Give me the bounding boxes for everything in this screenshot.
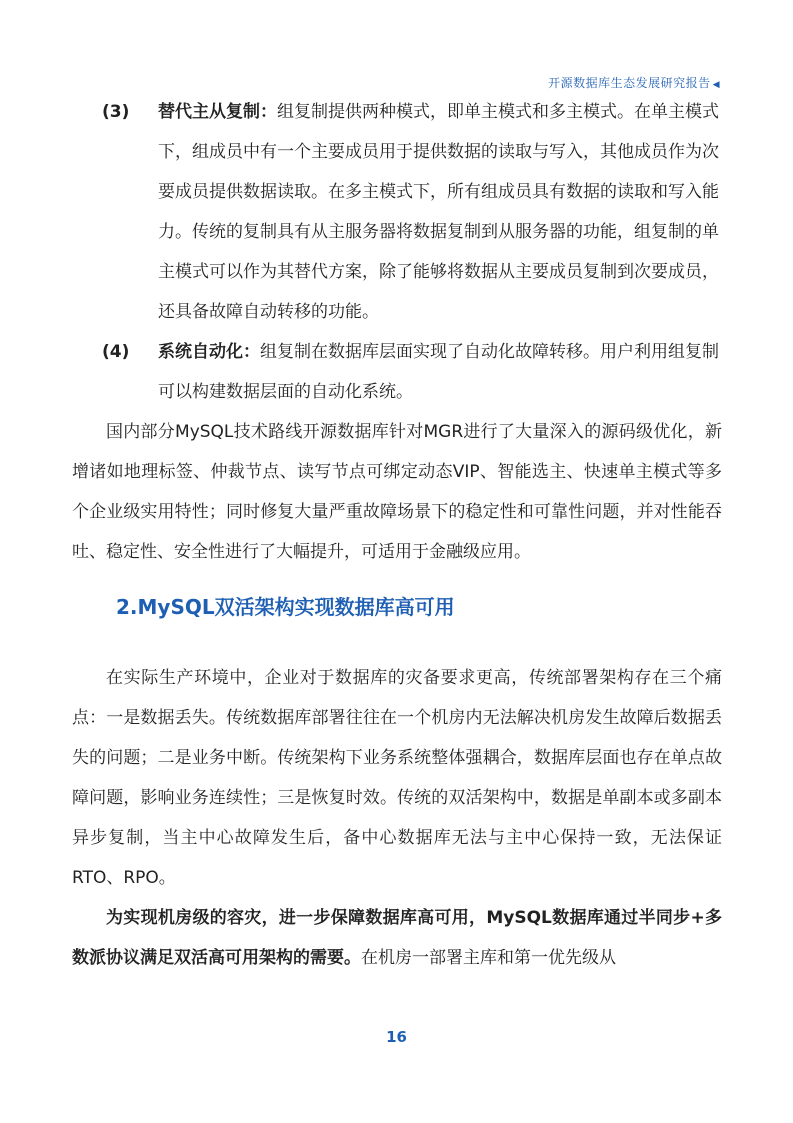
page-content xyxy=(72,92,722,978)
paragraph-text: 在机房一部署主库和第一优先级从 xyxy=(361,948,616,968)
list-item-number: (3) xyxy=(102,102,130,122)
paragraph-disaster-recovery: 在实际生产环境中，企业对于数据库的灾备要求更高，传统部署架构存在三个痛点：一是数据丢失。传统数据库部署往往在一个机房内无法解决机房发生故障后数据丢失的问题；二是业务中断。传统架构下业务系统整体强耦合，数据库层面也存在单点故障问题，影响业务连续性；三是恢复时效。传统的双活架构中，数据是单副本或多副本异步复制，当主中心故障发生后，备中心数据库无法与主中心保持一致，无法保证RTO、RPO。 xyxy=(72,668,722,888)
list-item-text: 组复制在数据库层面实现了自动化故障转移。用户利用组复制可以构建数据层面的自动化系统。 xyxy=(158,342,719,402)
running-header xyxy=(548,74,720,91)
report-title: 开源数据库生态发展研究报告 xyxy=(548,76,711,90)
list-item-4 xyxy=(72,332,722,412)
list-item-text: 组复制提供两种模式，即单主模式和多主模式。在单主模式下，组成员中有一个主要成员用于提供数据的读取与写入，其他成员作为次要成员提供数据读取。在多主模式下，所有组成员具有数据的读取和写入能力。传统的复制具有从主服务器将数据复制到从服务器的功能，组复制的单主模式可以作为其替代方案，除了能够将数据从主要成员复制到次要成员，还具备故障自动转移的功能。 xyxy=(158,102,719,322)
paragraph-bold-lead: 为实现机房级的容灾，进一步保障数据库高可用，MySQL数据库通过半同步+多数派协议满足双活高可用架构的需要。 xyxy=(72,908,722,968)
paragraph-dual-active xyxy=(72,898,722,978)
section-heading: 2.MySQL双活架构实现数据库高可用 xyxy=(116,595,455,619)
list-item-number: (4) xyxy=(102,342,130,362)
paragraph-mgr-optimization: 国内部分MySQL技术路线开源数据库针对MGR进行了大量深入的源码级优化，新增诸如地理标签、仲裁节点、读写节点可绑定动态VIP、智能选主、快速单主模式等多个企业级实用特性；同时修复大量严重故障场景下的稳定性和可靠性问题，并对性能吞吐、稳定性、安全性进行了大幅提升，可适用于金融级应用。 xyxy=(72,422,722,562)
page-number: 16 xyxy=(386,1028,407,1046)
list-item-lead: 替代主从复制： xyxy=(158,102,277,122)
list-item-lead: 系统自动化： xyxy=(158,342,260,362)
triangle-left-icon: ◀ xyxy=(712,80,720,90)
list-item-3 xyxy=(72,92,722,332)
